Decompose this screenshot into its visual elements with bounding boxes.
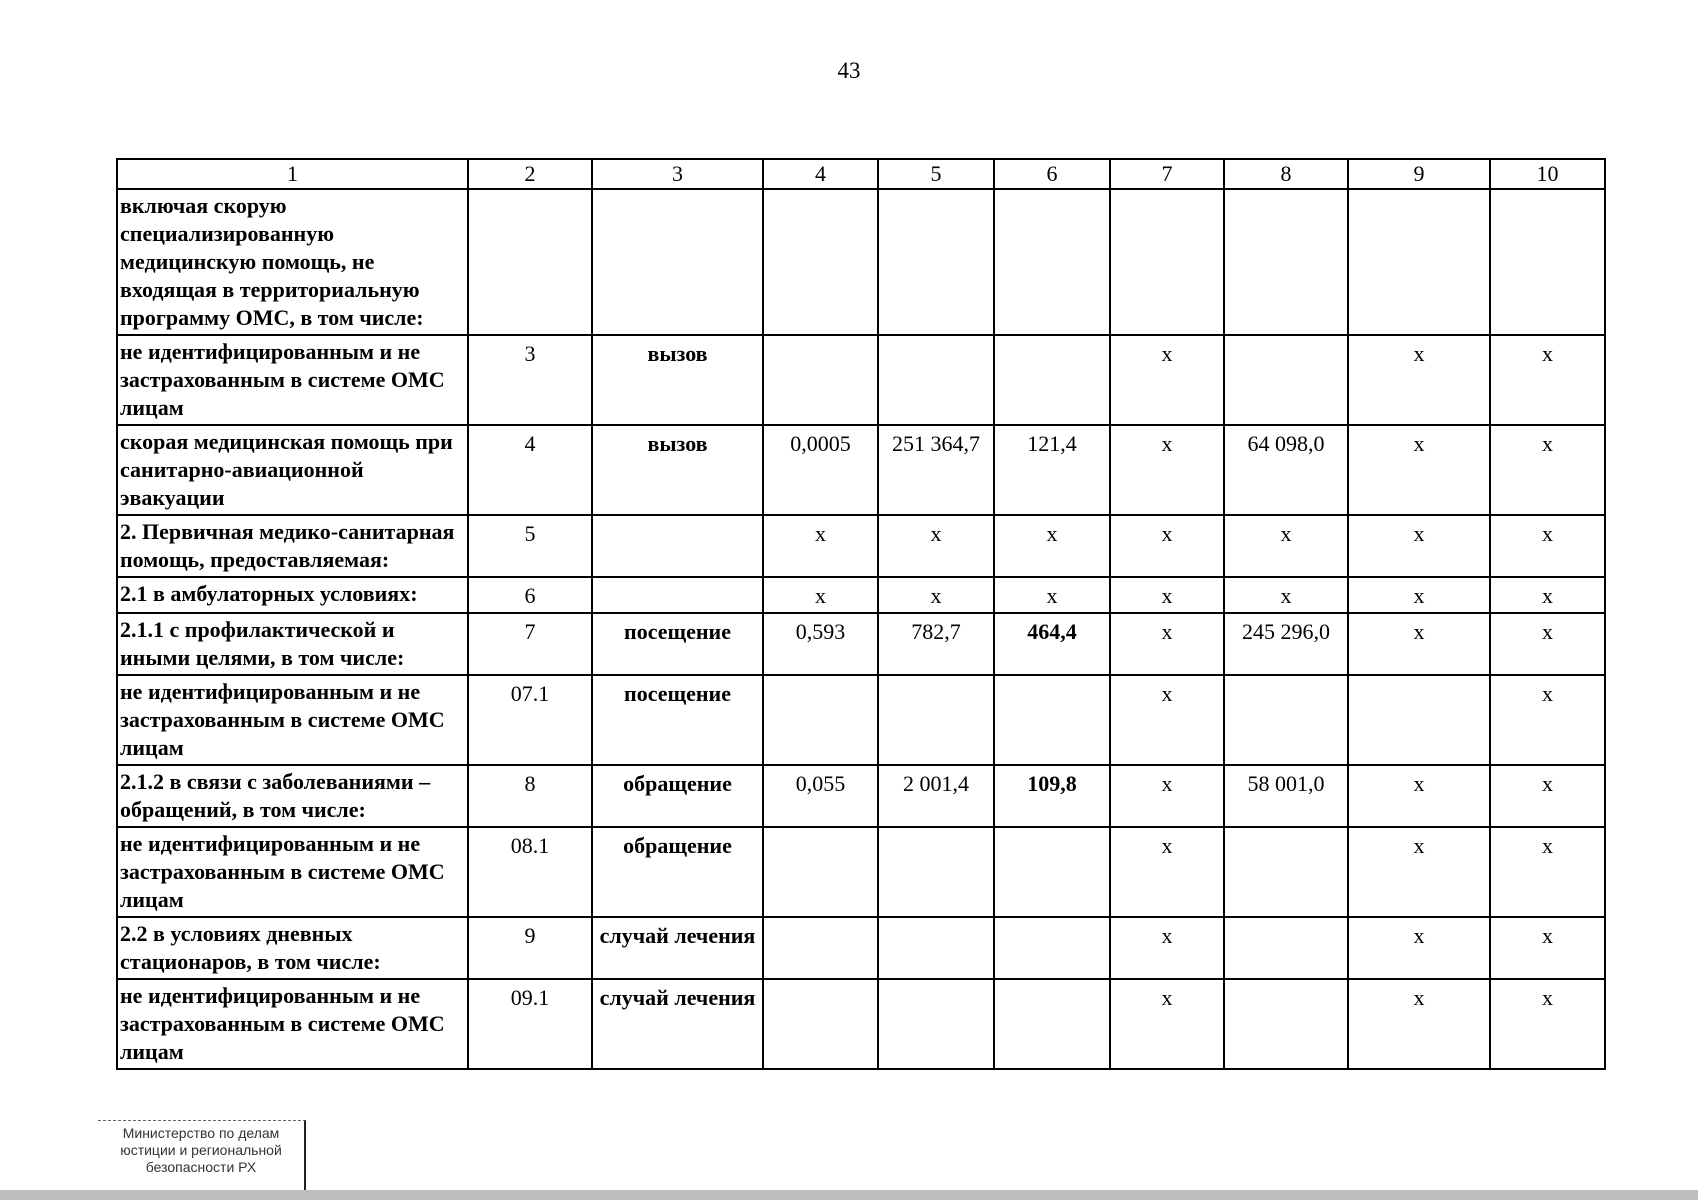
table-row [117, 425, 1605, 515]
table-cell-col-9 [1348, 675, 1490, 765]
table-cell-col-7: х [1110, 613, 1224, 675]
table-cell-col-5 [878, 979, 994, 1069]
table-cell-col-7: х [1110, 917, 1224, 979]
table-cell-col-3 [592, 515, 763, 577]
table-cell-col-9: х [1348, 515, 1490, 577]
table-row [117, 577, 1605, 613]
table-cell-col-5 [878, 335, 994, 425]
table-cell-col-10: х [1490, 979, 1605, 1069]
table-cell-col-2: 08.1 [468, 827, 592, 917]
table-cell-col-10: х [1490, 675, 1605, 765]
table-cell-col-7: х [1110, 335, 1224, 425]
table-cell-col-2: 5 [468, 515, 592, 577]
table-header-row [117, 159, 1605, 189]
table-cell-col-5: х [878, 515, 994, 577]
table-cell-col-4 [763, 675, 878, 765]
table-cell-col-5 [878, 827, 994, 917]
table-cell-col-3: посещение [592, 675, 763, 765]
table-cell-col-2: 8 [468, 765, 592, 827]
table-cell-col-2 [468, 189, 592, 335]
table-cell-col-5: 782,7 [878, 613, 994, 675]
table-cell-col-8 [1224, 189, 1348, 335]
table-cell-col-4 [763, 189, 878, 335]
table-cell-col-2: 6 [468, 577, 592, 613]
table-cell-col-8 [1224, 675, 1348, 765]
table-cell-col-4 [763, 335, 878, 425]
table-cell-col-8 [1224, 827, 1348, 917]
table-cell-col-10: х [1490, 577, 1605, 613]
stamp-line-3: безопасности РХ [145, 1159, 257, 1175]
table-cell-col-7: х [1110, 827, 1224, 917]
table-cell-col-2: 09.1 [468, 979, 592, 1069]
table-row [117, 335, 1605, 425]
table-cell-col-6: х [994, 577, 1110, 613]
table-cell-col-9: х [1348, 577, 1490, 613]
column-header-2: 2 [468, 159, 592, 189]
table-row [117, 917, 1605, 979]
row-name-cell: не идентифицированным и не застрахованным в системе ОМС лицам [117, 675, 468, 765]
row-name-cell: включая скорую специализированную медицинскую помощь, не входящая в территориальную программу ОМС, в том числе: [117, 189, 468, 335]
table-cell-col-7: х [1110, 425, 1224, 515]
table-cell-col-7: х [1110, 979, 1224, 1069]
row-name-cell: 2.1.2 в связи с заболеваниями – обращений, в том числе: [117, 765, 468, 827]
table-cell-col-4 [763, 827, 878, 917]
table-row [117, 827, 1605, 917]
table-cell-col-6: 109,8 [994, 765, 1110, 827]
table-cell-col-5: х [878, 577, 994, 613]
ministry-stamp [98, 1120, 306, 1191]
column-header-9: 9 [1348, 159, 1490, 189]
data-table-container [116, 158, 1604, 1070]
table-cell-col-3: случай лечения [592, 979, 763, 1069]
table-cell-col-10: х [1490, 765, 1605, 827]
table-cell-col-2: 3 [468, 335, 592, 425]
table-cell-col-10: х [1490, 827, 1605, 917]
table-cell-col-5 [878, 917, 994, 979]
table-cell-col-4: х [763, 577, 878, 613]
table-cell-col-5 [878, 675, 994, 765]
table-cell-col-3: вызов [592, 425, 763, 515]
table-cell-col-3: вызов [592, 335, 763, 425]
table-row [117, 675, 1605, 765]
table-cell-col-9: х [1348, 425, 1490, 515]
table-cell-col-6 [994, 979, 1110, 1069]
table-cell-col-6: х [994, 515, 1110, 577]
table-row [117, 515, 1605, 577]
table-cell-col-4: 0,0005 [763, 425, 878, 515]
table-row [117, 765, 1605, 827]
table-cell-col-9: х [1348, 335, 1490, 425]
table-cell-col-9: х [1348, 765, 1490, 827]
table-cell-col-8: 58 001,0 [1224, 765, 1348, 827]
row-name-cell: не идентифицированным и не застрахованным в системе ОМС лицам [117, 335, 468, 425]
column-header-7: 7 [1110, 159, 1224, 189]
table-cell-col-2: 7 [468, 613, 592, 675]
stamp-line-1: Министерство по делам [122, 1125, 280, 1141]
column-header-5: 5 [878, 159, 994, 189]
column-header-3: 3 [592, 159, 763, 189]
table-cell-col-5: 2 001,4 [878, 765, 994, 827]
row-name-cell: не идентифицированным и не застрахованным в системе ОМС лицам [117, 827, 468, 917]
table-cell-col-4: х [763, 515, 878, 577]
table-cell-col-9 [1348, 189, 1490, 335]
table-cell-col-8 [1224, 917, 1348, 979]
column-header-1: 1 [117, 159, 468, 189]
table-cell-col-3: обращение [592, 765, 763, 827]
page-number: 43 [837, 58, 861, 83]
table-cell-col-7 [1110, 189, 1224, 335]
row-name-cell: скорая медицинская помощь при санитарно-авиационной эвакуации [117, 425, 468, 515]
table-cell-col-6 [994, 917, 1110, 979]
table-cell-col-2: 9 [468, 917, 592, 979]
row-name-cell: 2.2 в условиях дневных стационаров, в том числе: [117, 917, 468, 979]
table-cell-col-4: 0,055 [763, 765, 878, 827]
table-cell-col-8: 64 098,0 [1224, 425, 1348, 515]
table-cell-col-9: х [1348, 613, 1490, 675]
page-bottom-edge [0, 1190, 1698, 1200]
column-header-8: 8 [1224, 159, 1348, 189]
column-header-4: 4 [763, 159, 878, 189]
table-cell-col-10: х [1490, 917, 1605, 979]
table-cell-col-6 [994, 189, 1110, 335]
table-cell-col-9: х [1348, 827, 1490, 917]
column-header-10: 10 [1490, 159, 1605, 189]
table-cell-col-3 [592, 189, 763, 335]
row-name-cell: не идентифицированным и не застрахованным в системе ОМС лицам [117, 979, 468, 1069]
table-cell-col-6: 121,4 [994, 425, 1110, 515]
table-cell-col-4: 0,593 [763, 613, 878, 675]
table-cell-col-7: х [1110, 675, 1224, 765]
table-cell-col-6 [994, 827, 1110, 917]
table-row [117, 979, 1605, 1069]
data-table [116, 158, 1606, 1070]
table-cell-col-8: х [1224, 577, 1348, 613]
table-cell-col-10: х [1490, 515, 1605, 577]
table-cell-col-9: х [1348, 917, 1490, 979]
table-cell-col-7: х [1110, 515, 1224, 577]
table-cell-col-2: 07.1 [468, 675, 592, 765]
table-cell-col-6: 464,4 [994, 613, 1110, 675]
table-cell-col-10: х [1490, 613, 1605, 675]
table-cell-col-8 [1224, 979, 1348, 1069]
table-cell-col-3: случай лечения [592, 917, 763, 979]
table-cell-col-3: посещение [592, 613, 763, 675]
table-row [117, 189, 1605, 335]
row-name-cell: 2. Первичная медико-санитарная помощь, предоставляемая: [117, 515, 468, 577]
table-cell-col-8: 245 296,0 [1224, 613, 1348, 675]
stamp-line-2: юстиции и региональной [120, 1142, 282, 1158]
table-cell-col-10 [1490, 189, 1605, 335]
table-cell-col-4 [763, 917, 878, 979]
table-cell-col-5: 251 364,7 [878, 425, 994, 515]
table-cell-col-5 [878, 189, 994, 335]
table-cell-col-7: х [1110, 765, 1224, 827]
table-cell-col-6 [994, 335, 1110, 425]
table-cell-col-4 [763, 979, 878, 1069]
table-cell-col-3 [592, 577, 763, 613]
table-cell-col-10: х [1490, 335, 1605, 425]
table-cell-col-3: обращение [592, 827, 763, 917]
table-cell-col-8: х [1224, 515, 1348, 577]
table-cell-col-8 [1224, 335, 1348, 425]
table-cell-col-7: х [1110, 577, 1224, 613]
column-header-6: 6 [994, 159, 1110, 189]
row-name-cell: 2.1 в амбулаторных условиях: [117, 577, 468, 613]
table-cell-col-2: 4 [468, 425, 592, 515]
table-cell-col-6 [994, 675, 1110, 765]
table-body [117, 189, 1605, 1069]
table-cell-col-10: х [1490, 425, 1605, 515]
table-cell-col-9: х [1348, 979, 1490, 1069]
row-name-cell: 2.1.1 с профилактической и иными целями, в том числе: [117, 613, 468, 675]
table-row [117, 613, 1605, 675]
